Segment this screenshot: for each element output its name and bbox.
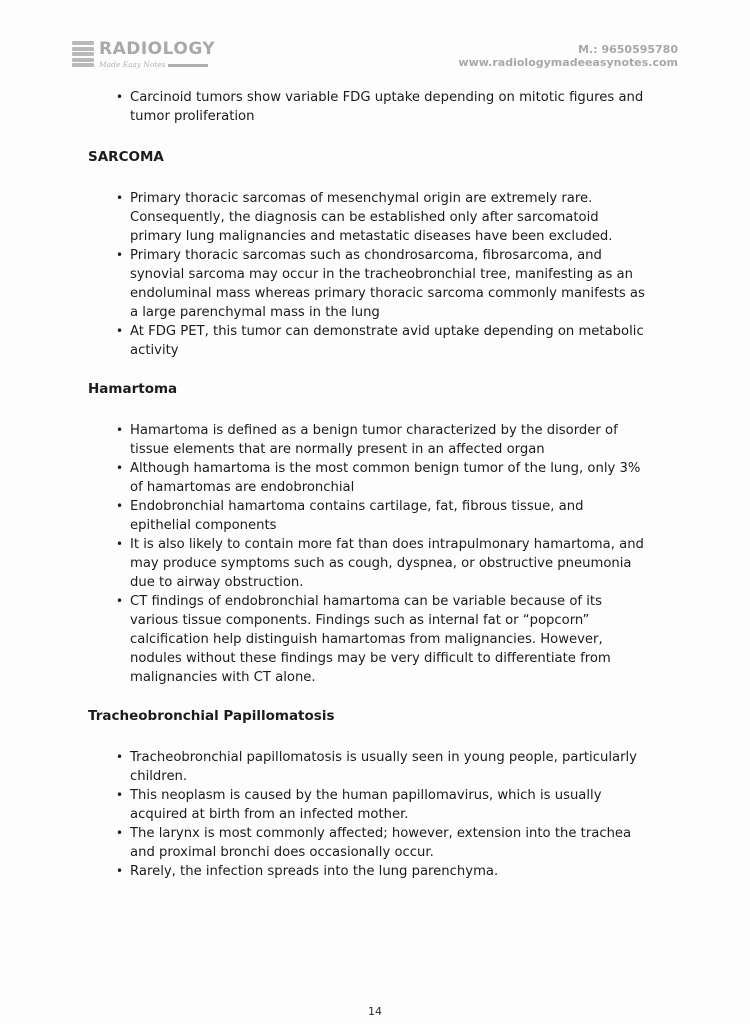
- bullet-icon: •: [116, 788, 124, 802]
- list-item-text: Endobronchial hamartoma contains cartilage, fat, fibrous tissue, and epithelial components: [130, 499, 584, 533]
- list-item: [88, 459, 648, 497]
- bullet-icon: •: [116, 750, 124, 764]
- radiology-logo: [72, 38, 216, 74]
- bullet-icon: •: [116, 461, 124, 475]
- page-number: 14: [368, 1005, 382, 1018]
- list-item-text: Carcinoid tumors show variable FDG uptake depending on mitotic figures and tumor proliferation: [130, 90, 644, 124]
- bullet-icon: •: [116, 324, 124, 338]
- contact-info: [458, 43, 678, 69]
- list-item-text: Rarely, the infection spreads into the lung parenchyma.: [130, 864, 499, 879]
- list-item-text: It is also likely to contain more fat than does intrapulmonary hamartoma, and may produce symptoms such as cough, dyspnea, or obstructive pneumonia due to airway obstruction.: [130, 537, 644, 590]
- list-item-text: The larynx is most commonly affected; however, extension into the trachea and proximal bronchi does occasionally occur.: [130, 826, 632, 860]
- list-item-text: This neoplasm is caused by the human papillomavirus, which is usually acquired at birth from an infected mother.: [130, 788, 602, 822]
- list-item: [88, 786, 648, 824]
- list-item: [88, 322, 648, 360]
- section-heading-sarcoma: SARCOMA: [88, 149, 164, 165]
- contact-phone: M.: 9650595780: [578, 43, 678, 56]
- list-item: [88, 592, 648, 687]
- list-item: [88, 88, 648, 126]
- list-item: [88, 189, 648, 246]
- bullet-icon: •: [116, 499, 124, 513]
- bullet-icon: •: [116, 248, 124, 262]
- list-item-text: Although hamartoma is the most common benign tumor of the lung, only 3% of hamartomas are endobronchial: [130, 461, 641, 495]
- bullet-icon: •: [116, 594, 124, 608]
- list-item-text: Hamartoma is defined as a benign tumor characterized by the disorder of tissue elements that are normally present in an affected organ: [130, 423, 618, 457]
- list-item: [88, 824, 648, 862]
- stacked-books-icon: [72, 41, 94, 69]
- logo-underline: [168, 64, 208, 67]
- list-item-text: Primary thoracic sarcomas such as chondrosarcoma, fibrosarcoma, and synovial sarcoma may occur in the tracheobronchial tree, manifesting as an endoluminal mass whereas primary thoracic sarcoma commonly manifests as a large parenchymal mass in the lung: [130, 248, 645, 320]
- bullet-icon: •: [116, 90, 124, 104]
- bullet-icon: •: [116, 864, 124, 878]
- section-heading-papillomatosis: Tracheobronchial Papillomatosis: [88, 708, 335, 724]
- list-item-text: At FDG PET, this tumor can demonstrate avid uptake depending on metabolic activity: [130, 324, 644, 358]
- list-item: [88, 246, 648, 322]
- logo-subtitle: [99, 60, 208, 69]
- contact-website: www.radiologymadeeasynotes.com: [458, 56, 678, 69]
- list-item: [88, 421, 648, 459]
- logo-title: RADIOLOGY: [99, 39, 216, 59]
- page-header: [72, 38, 678, 78]
- list-item-text: Primary thoracic sarcomas of mesenchymal origin are extremely rare. Consequently, the diagnosis can be established only after sarcomatoid primary lung malignancies and metastatic diseases have been excluded.: [130, 191, 613, 244]
- list-item-text: CT findings of endobronchial hamartoma can be variable because of its various tissue components. Findings such as internal fat or “popcorn” calcification help distinguish hamartomas from malignancies. However, nodules without these findings may be very difficult to differentiate from malignancies with CT alone.: [130, 594, 611, 685]
- list-item-text: Tracheobronchial papillomatosis is usually seen in young people, particularly children.: [130, 750, 637, 784]
- bullet-icon: •: [116, 191, 124, 205]
- bullet-icon: •: [116, 537, 124, 551]
- list-item: [88, 535, 648, 592]
- intro-list: [88, 88, 648, 126]
- papillomatosis-list: [88, 748, 648, 881]
- sarcoma-list: [88, 189, 648, 360]
- bullet-icon: •: [116, 826, 124, 840]
- section-heading-hamartoma: Hamartoma: [88, 381, 178, 397]
- list-item: [88, 862, 648, 881]
- list-item: [88, 748, 648, 786]
- page-content: [88, 88, 648, 881]
- logo-subtitle-text: Made Easy Notes: [99, 60, 166, 69]
- bullet-icon: •: [116, 423, 124, 437]
- hamartoma-list: [88, 421, 648, 687]
- list-item: [88, 497, 648, 535]
